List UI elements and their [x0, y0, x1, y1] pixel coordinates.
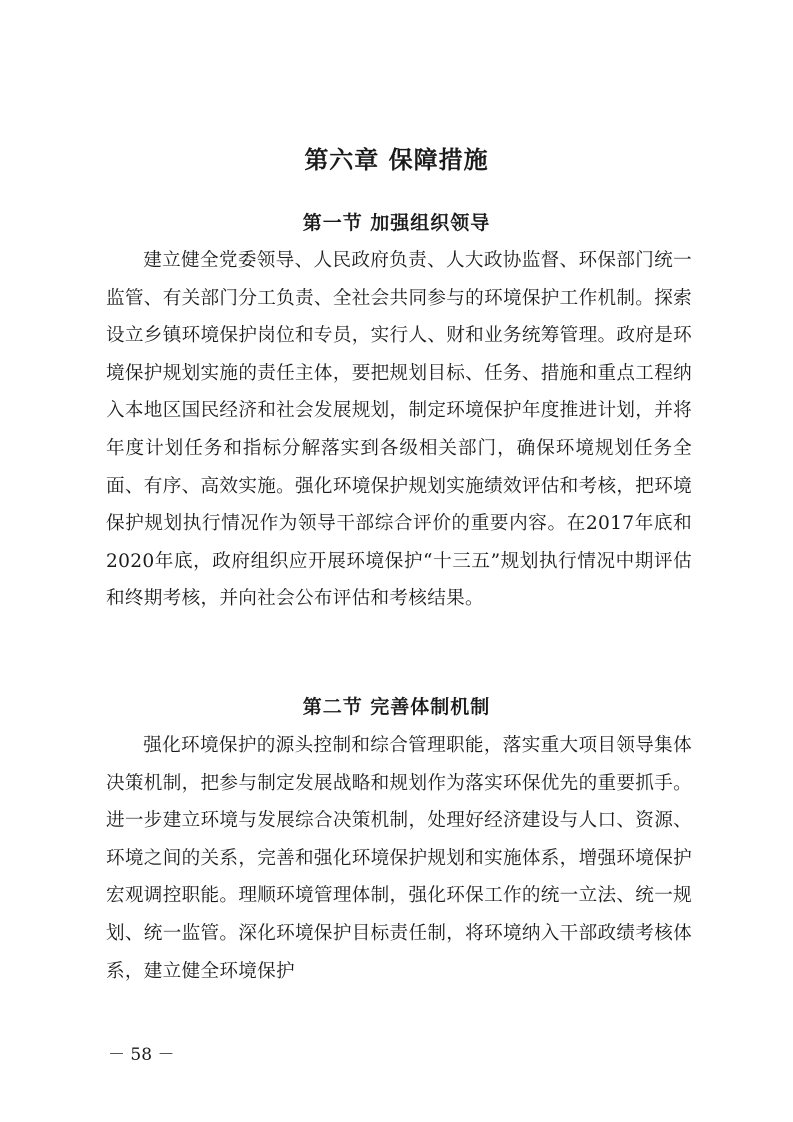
- section-paragraph: 强化环境保护的源头控制和综合管理职能，落实重大项目领导集体决策机制，把参与制定发展战略和规划作为落实环保优先的重要抓手。进一步建立环境与发展综合决策机制，处理好经济建设与人口、资源、环境之间的关系，完善和强化环境保护规划和实施体系，增强环境保护宏观调控职能。理顺环境管理体制，强化环保工作的统一立法、统一规划、统一监管。深化环境保护目标责任制，将环境纳入干部政绩考核体系，建立健全环境保护: [106, 735, 692, 982]
- chapter-title: 第六章 保障措施: [304, 146, 489, 174]
- section-paragraph: 建立健全党委领导、人民政府负责、人大政协监督、环保部门统一监管、有关部门分工负责、全社会共同参与的环境保护工作机制。探索设立乡镇环境保护岗位和专员，实行人、财和业务统筹管理。政府是环境保护规划实施的责任主体，要把规划目标、任务、措施和重点工程纳入本地区国民经济和社会发展规划，制定环境保护年度推进计划，并将年度计划任务和指标分解落实到各级相关部门，确保环境规划任务全面、有序、高效实施。强化环境保护规划实施绩效评估和考核，把环境保护规划执行情况作为领导干部综合评价的重要内容。在2017年底和2020年底，政府组织应开展环境保护“十三五”规划执行情况中期评估和终期考核，并向社会公布评估和考核结果。: [106, 250, 692, 610]
- section-title: 第二节 完善体制机制: [302, 696, 491, 718]
- page-number: － 58 －: [108, 1045, 175, 1065]
- section-title: 第一节 加强组织领导: [302, 212, 491, 234]
